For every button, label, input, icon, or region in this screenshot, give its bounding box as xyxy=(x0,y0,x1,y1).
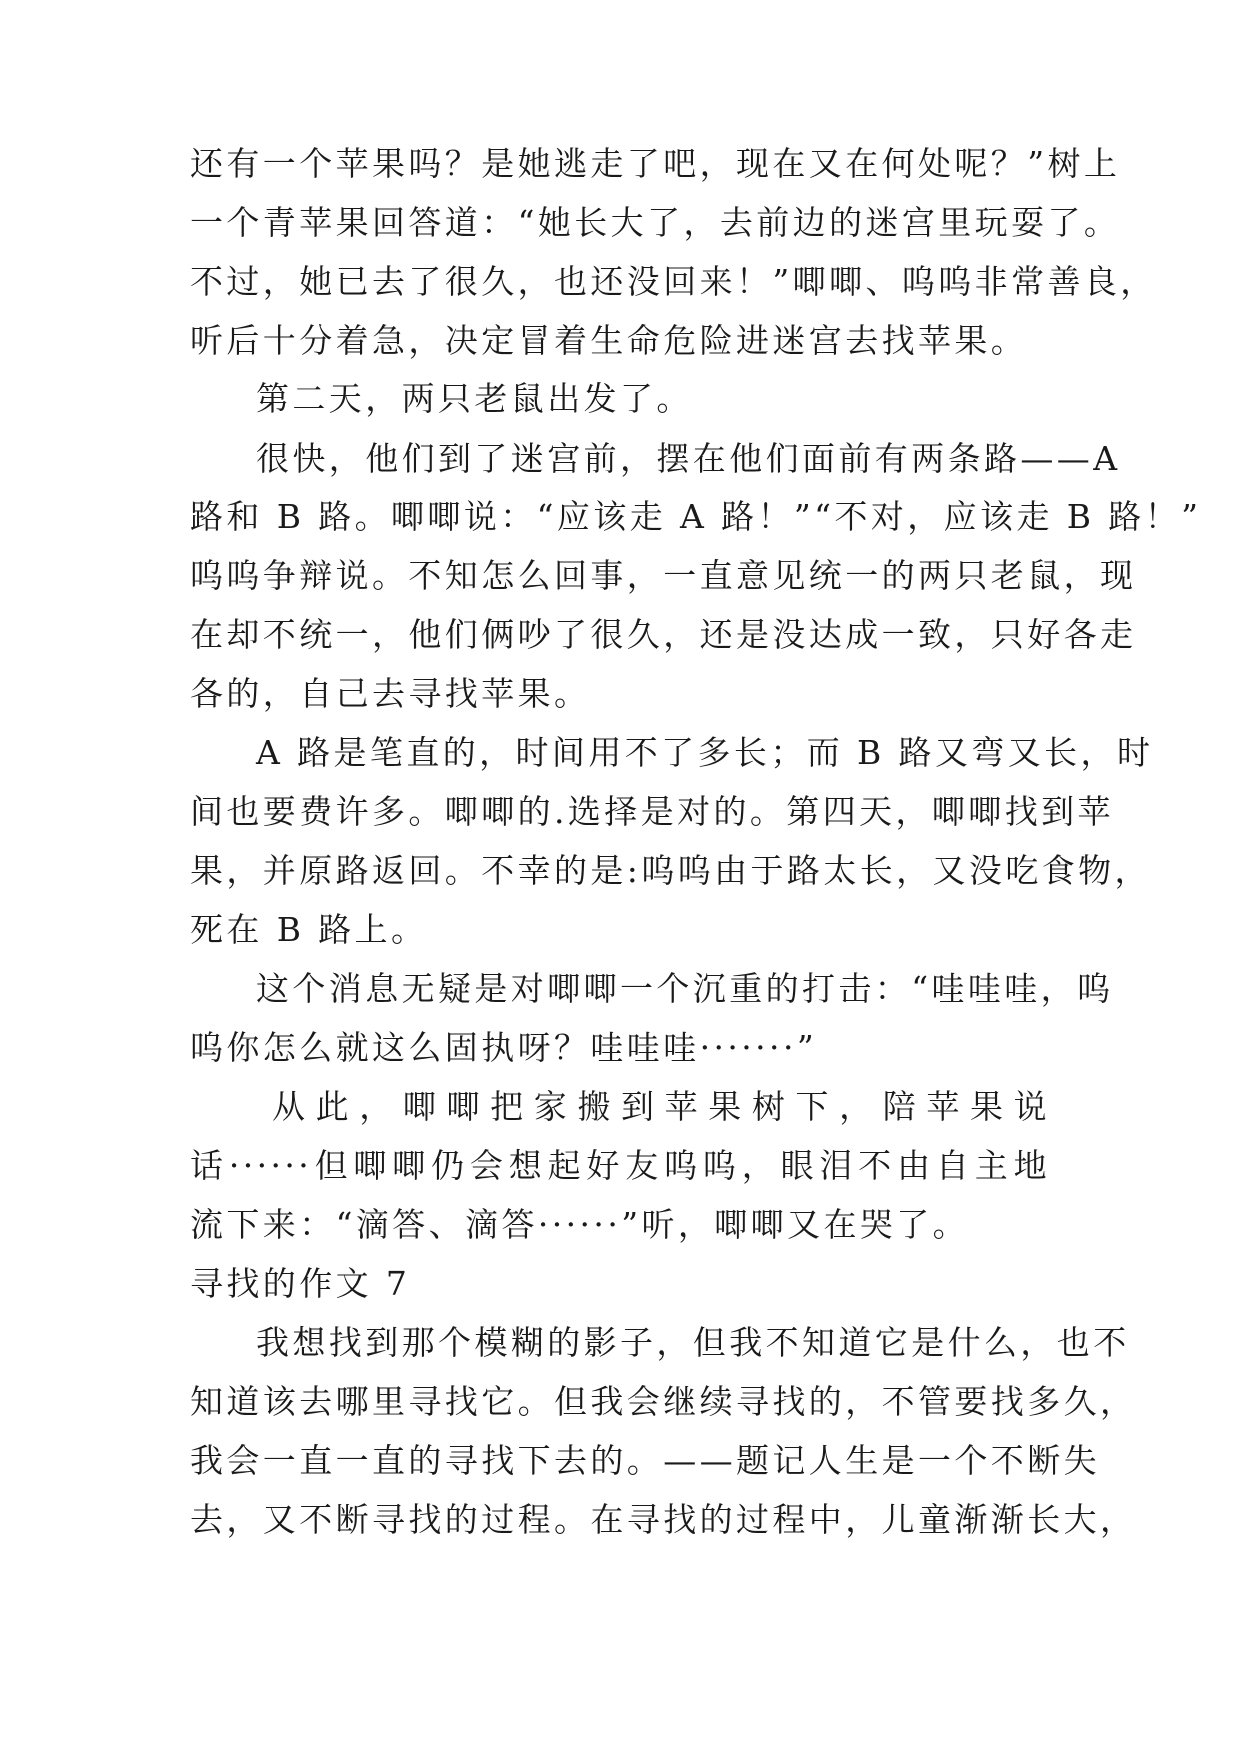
text-line: 听后十分着急，决定冒着生命危险进迷宫去找苹果。 xyxy=(190,321,1028,360)
text-line: 各的，自己去寻找苹果。 xyxy=(190,674,591,713)
text-line: 从此，唧唧把家搬到苹果树下，陪苹果说 xyxy=(272,1087,1050,1126)
text-line: 呜你怎么就这么固执呀？哇哇哇·······” xyxy=(190,1028,818,1067)
text-line: 路和 B 路。唧唧说：“应该走 A 路！”“不对，应该走 B 路！” xyxy=(190,497,1202,536)
text-line: 话······但唧唧仍会想起好友呜呜，眼泪不由自主地 xyxy=(190,1146,1050,1185)
section-heading: 寻找的作文 7 xyxy=(190,1264,411,1303)
text-line: 我想找到那个模糊的影子，但我不知道它是什么，也不 xyxy=(256,1323,1130,1362)
text-line: 间也要费许多。唧唧的.选择是对的。第四天，唧唧找到苹 xyxy=(190,792,1114,831)
text-line: 在却不统一，他们俩吵了很久，还是没达成一致，只好各走 xyxy=(190,615,1137,654)
text-line: 呜呜争辩说。不知怎么回事，一直意见统一的两只老鼠，现 xyxy=(190,556,1137,595)
text-line: 第二天，两只老鼠出发了。 xyxy=(256,379,693,418)
text-line: 我会一直一直的寻找下去的。——题记人生是一个不断失 xyxy=(190,1441,1100,1480)
text-line: 果，并原路返回。不幸的是:呜呜由于路太长，又没吃食物， xyxy=(190,851,1151,890)
text-line: 不过，她已去了很久，也还没回来！”唧唧、呜呜非常善良， xyxy=(190,262,1157,301)
text-line: 这个消息无疑是对唧唧一个沉重的打击：“哇哇哇，呜 xyxy=(256,969,1114,1008)
text-line: A 路是笔直的，时间用不了多长；而 B 路又弯又长，时 xyxy=(256,733,1154,772)
text-line: 去，又不断寻找的过程。在寻找的过程中，儿童渐渐长大， xyxy=(190,1500,1137,1539)
text-line: 死在 B 路上。 xyxy=(190,910,428,949)
text-line: 很快，他们到了迷宫前，摆在他们面前有两条路——A xyxy=(256,439,1121,478)
text-line: 流下来：“滴答、滴答······”听，唧唧又在哭了。 xyxy=(190,1205,970,1244)
text-line: 知道该去哪里寻找它。但我会继续寻找的，不管要找多久， xyxy=(190,1382,1137,1421)
text-line: 一个青苹果回答道：“她长大了，去前边的迷宫里玩耍了。 xyxy=(190,203,1121,242)
text-line: 还有一个苹果吗？是她逃走了吧，现在又在何处呢？”树上 xyxy=(190,144,1121,183)
